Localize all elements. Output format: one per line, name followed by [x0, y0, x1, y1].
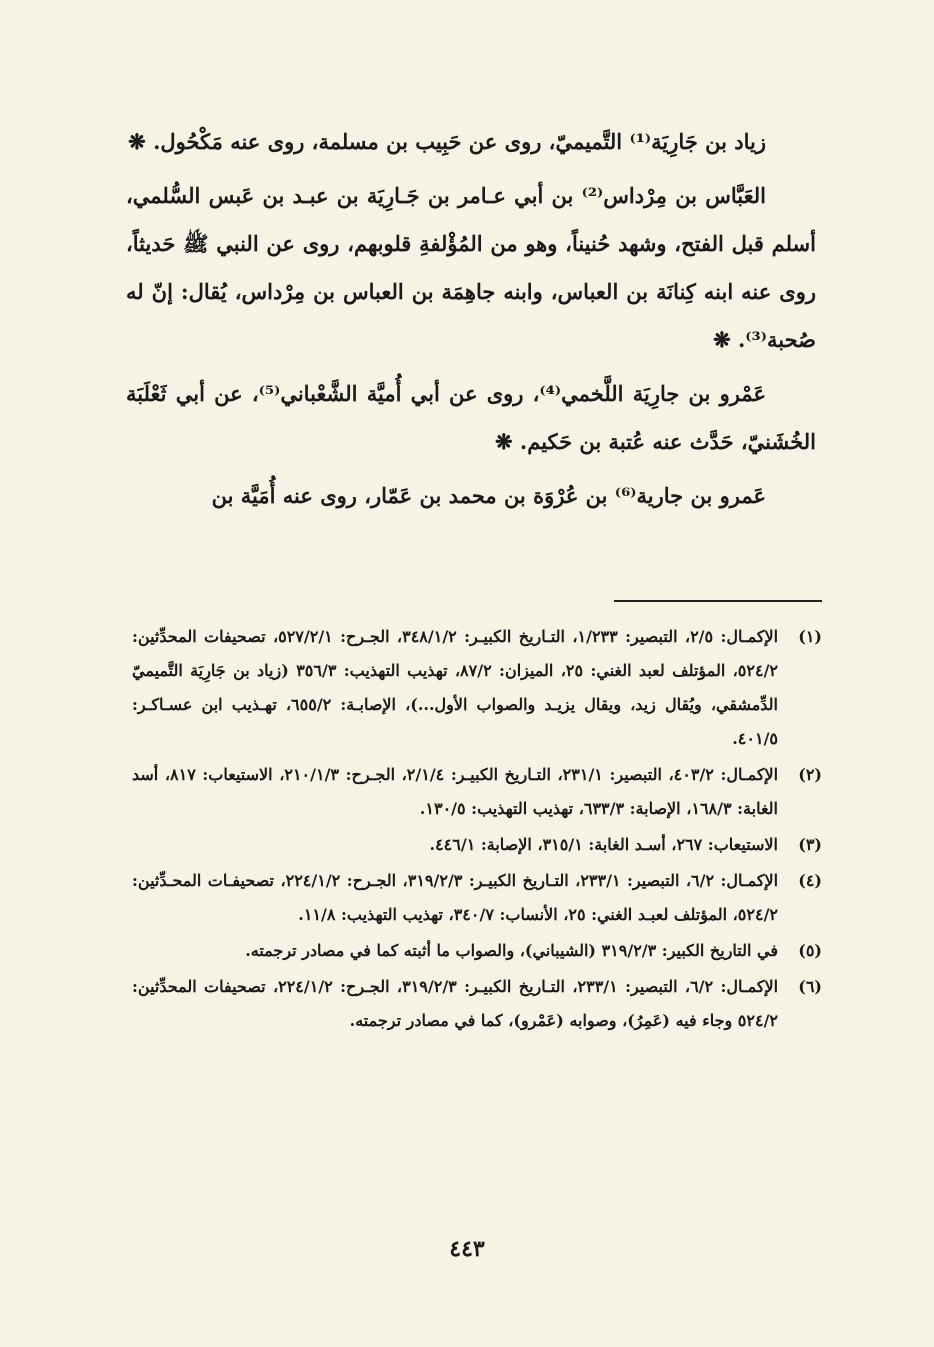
- footnote-text: الإكمـال: ٦/٢، التبصير: ٢٣٣/١، التـاريخ الكبيـر: ٣١٩/٢/٣، الجـرح: ٢٢٤/١/٢، تصحيفات المحدِّثين: ٥٢٤/٢ وجاء فيه (عَمِرُ)، وصوابه (عَمْرو)، كما في مصادر ترجمته.: [132, 977, 779, 1030]
- footnotes: [132, 620, 822, 1040]
- footnote-6: [132, 970, 822, 1038]
- entry-ziyad: زياد بن جَارِيَة⁽¹⁾ التَّميميّ، روى عن حَبِيب بن مسلمة، روى عنه مَكْحُول. ❋: [128, 129, 766, 154]
- footnote-5: [132, 934, 822, 968]
- footnote-text: الاستيعاب: ٢٦٧، أسـد الغابة: ٣١٥/١، الإصابة: ٤٤٦/١.: [429, 835, 778, 854]
- footnote-number: (٤): [798, 871, 822, 890]
- footnote-number: (٢): [798, 765, 822, 784]
- footnote-number: (٥): [798, 941, 822, 960]
- entry-amr-urwa: عَمرو بن جارية⁽⁶⁾ بن عُرْوَة بن محمد بن عَمّار، روى عنه أُمَيَّة بن: [211, 483, 766, 508]
- footnote-2: [132, 758, 822, 826]
- footnote-number: (٦): [798, 977, 822, 996]
- entry-amr-lakhmi: عَمْرو بن جارِيَة اللَّخمي⁽⁴⁾، روى عن أبي أُميَّة الشَّعْباني⁽⁵⁾، عن أبي ثَعْلَبَة الخُشَنيّ، حَدَّث عنه عُتبة بن حَكيم. ❋: [126, 381, 816, 454]
- footnote-number: (١): [798, 627, 822, 646]
- footnote-text: الإكمـال: ٦/٢، التبصير: ٢٣٣/١، التـاريخ الكبيـر: ٣١٩/٢/٣، الجـرح: ٢٢٤/١/٢، تصحيفـات المحـدِّثين: ٥٢٤/٢، المؤتلف لعبـد الغني: ٢٥، الأنساب: ٣٤٠/٧، تهذيب التهذيب: ١١/٨.: [132, 871, 779, 924]
- footnote-1: [132, 620, 822, 756]
- footnote-divider: [614, 600, 822, 602]
- entry-abbas: العَبَّاس بن مِرْداس⁽²⁾ بن أبي عـامر بن جَـارِيَة بن عبـد بن عَبس السُّلمي، أسلم قبل الفتح، وشهد حُنيناً، وهو من المُؤْلفةِ قلوبهم، روى عن النبي ﷺ حَديثاً، روى عنه ابنه كِنانَة بن العباس، وابنه جاهِمَة بن العباس بن مِرْداس، يُقال: إنّ له صُحبة⁽³⁾. ❋: [126, 183, 816, 352]
- footnote-text: الإكمـال: ٤٠٣/٢، التبصير: ٢٣١/١، التـاريخ الكبيـر: ٢/١/٤، الجـرح: ٢١٠/١/٣، الاستيعاب: ٨١٧، أسد الغابة: ١٦٨/٣، الإصابة: ٦٣٣/٣، تهذيب التهذيب: ١٣٠/٥.: [132, 765, 779, 818]
- footnote-text: في التاريخ الكبير: ٣١٩/٢/٣ (الشيباني)، والصواب ما أثبته كما في مصادر ترجمته.: [245, 941, 778, 960]
- footnote-3: [132, 828, 822, 862]
- footnote-text: الإكمـال: ٢/٥، التبصير: ١/٢٣٣، التـاريخ الكبيـر: ٣٤٨/١/٢، الجـرح: ٥٢٧/٢/١، تصحيفات المحدِّثين: ٥٢٤/٢، المؤتلف لعبد الغني: ٢٥، الميزان: ٨٧/٢، تهذيب التهذيب: ٣٥٦/٣ (زياد بن جَارِيَة التَّميميّ الدِّمشقي، ويُقال زيد، ويقال يزيـد والصواب الأول...)، الإصابـة: ٦٥٥/٢، تهـذيب ابن عسـاكـر: ٤٠١/٥.: [132, 627, 779, 748]
- main-text: [126, 118, 816, 526]
- footnote-number: (٣): [798, 835, 822, 854]
- footnote-4: [132, 864, 822, 932]
- page-number: ٤٤٣: [449, 1236, 485, 1262]
